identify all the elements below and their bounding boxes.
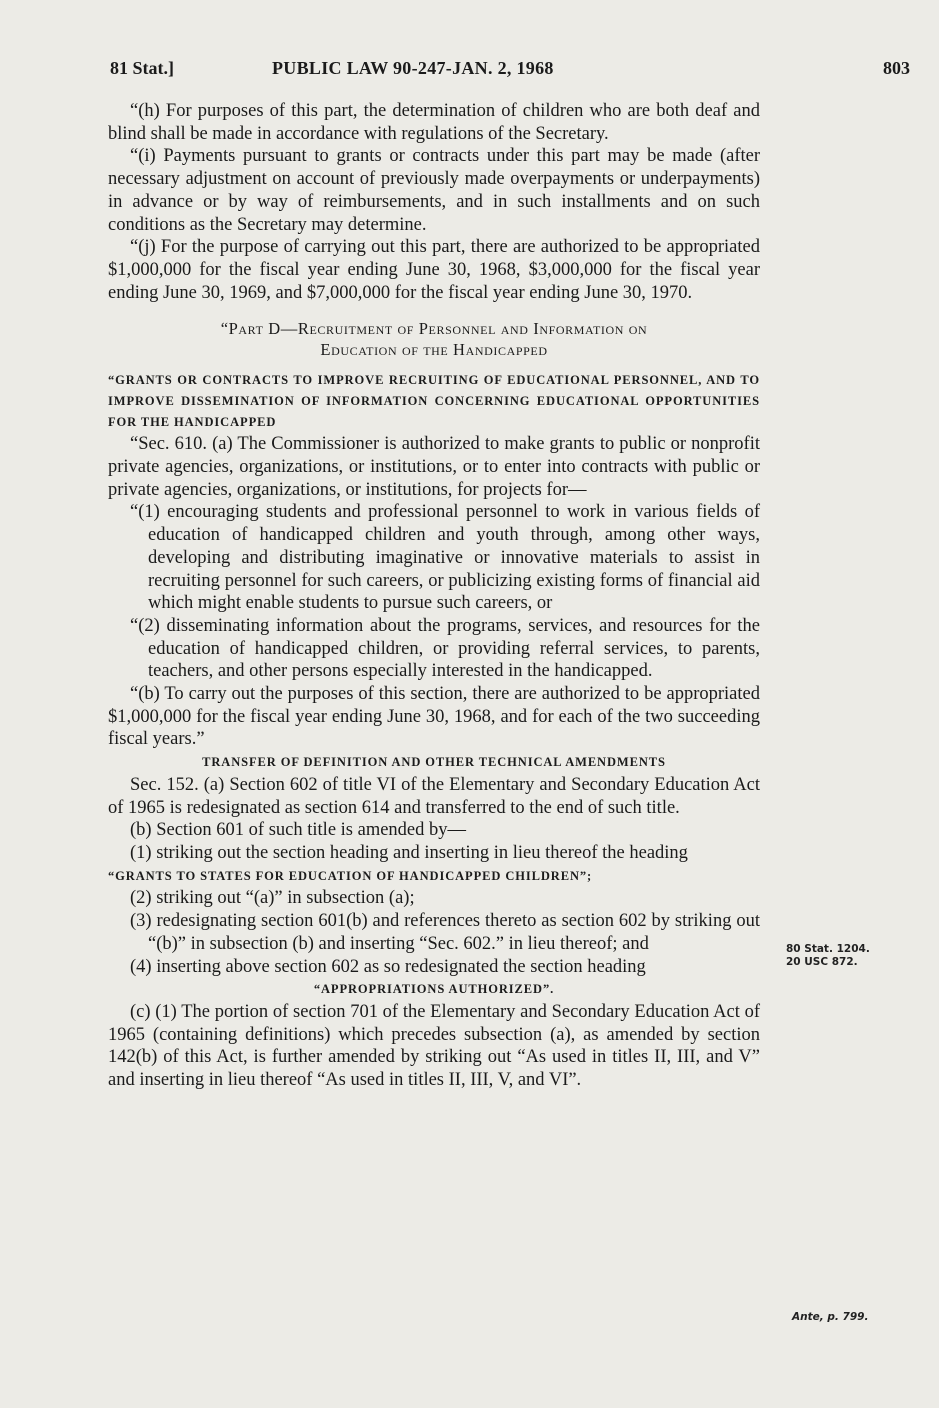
section-610-a: “Sec. 610. (a) The Commissioner is authorized to make grants to public or nonprofit private agencies, organizations, or institutions, or to enter into contracts with public or private agencies, organizations, or institutions, for projects for— [108,434,760,500]
section-152-c-1: (c) (1) The portion of section 701 of the Elementary and Secondary Education Act of 1965 (containing definitions) which precedes subsection (a), as amended by section 142(b) of this Act, is further amended by striking out “As used in titles II, III, and V” and inserting in lieu thereof “As used in titles II, III, V, and VI”. [108,1001,760,1091]
section-610-b: “(b) To carry out the purposes of this section, there are authorized to be appropriated $1,000,000 for the fiscal year ending June 30, 1968, and for each of the two succeeding fiscal years.” [108,684,760,750]
body-text [108,100,760,1092]
section-152-b-item-4: (4) inserting above section 602 as so redesignated the section heading [130,956,646,977]
section-152-b-item-1: (1) striking out the section heading and inserting in lieu thereof the heading [130,842,688,863]
margin-note-ante: Ante, p. 799. [792,1311,869,1323]
section-610-item-2: “(2) disseminating information about the programs, services, and resources for the education of handicapped children, or providing referral services, to parents, teachers, and other persons especially interested in the handicapped. [130,615,760,682]
grants-heading: “GRANTS OR CONTRACTS TO IMPROVE RECRUITING OF EDUCATIONAL PERSONNEL, AND TO IMPROVE DISSEMINATION OF INFORMATION CONCERNING EDUCATIONAL OPPORTUNITIES FOR THE HANDICAPPED [108,373,760,430]
appropriations-heading: “APPROPRIATIONS AUTHORIZED”. [313,982,555,997]
part-d-heading [108,318,760,360]
section-152-b: (b) Section 601 of such title is amended by— [130,820,467,841]
header-stat-ref: 81 Stat.] [110,58,174,78]
header-title: PUBLIC LAW 90-247-JAN. 2, 1968 [272,58,554,78]
section-152-b-item-3: (3) redesignating section 601(b) and references thereto as section 602 by striking out “(b)” in subsection (b) and inserting “Sec. 602.” in lieu thereof; and [130,911,760,954]
part-d-heading-line2: Education of the Handicapped [320,340,548,360]
paragraph-j: “(j) For the purpose of carrying out this part, there are authorized to be appropriated $1,000,000 for the fiscal year ending June 30, 1968, $3,000,000 for the fiscal year ending June 30, 1969, and $7,000,000 for the fiscal year ending June 30, 1970. [108,237,760,303]
section-152-a: Sec. 152. (a) Section 602 of title VI of the Elementary and Secondary Education Act of 1965 is redesignated as section 614 and transferred to the end of such title. [108,774,760,818]
transfer-heading: TRANSFER OF DEFINITION AND OTHER TECHNICAL AMENDMENTS [202,755,666,770]
page-number: 803 [883,58,910,78]
paragraph-h: “(h) For purposes of this part, the determination of children who are both deaf and blind shall be made in accordance with regulations of the Secretary. [108,101,760,144]
margin-note-stat-1204 [786,943,870,969]
page-header [110,58,910,86]
grants-to-states-heading: “GRANTS TO STATES FOR EDUCATION OF HANDICAPPED CHILDREN”; [108,868,593,883]
margin-note-stat-line: 80 Stat. 1204. [786,943,870,955]
section-610-item-1: “(1) encouraging students and professional personnel to work in various fields of education of handicapped children and youth through, among other ways, developing and distributing imaginative or innovative materials to assist in recruiting personnel for such careers, or publicizing existing forms of financial aid which might enable students to pursue such careers, or [130,502,760,614]
section-152-b-item-2: (2) striking out “(a)” in subsection (a); [130,888,415,909]
paragraph-i: “(i) Payments pursuant to grants or contracts under this part may be made (after necessary adjustment on account of previously made overpayments or underpayments) in advance or by way of reimbursements, and in such installments and on such conditions as the Secretary may determine. [108,146,760,235]
margin-note-usc-line: 20 USC 872. [786,956,858,968]
part-d-heading-line1: “Part D—Recruitment of Personnel and Information on [220,319,648,339]
